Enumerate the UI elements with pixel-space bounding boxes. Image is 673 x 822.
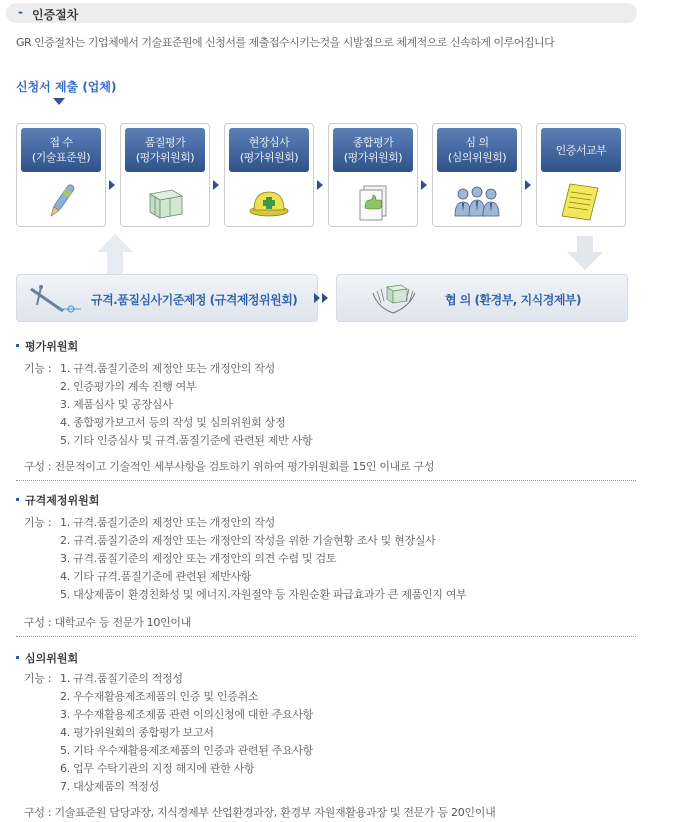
up-arrow-icon — [95, 232, 135, 274]
step-label — [541, 128, 621, 172]
flow-arrow-icon — [525, 180, 531, 190]
list-item: 5. 기타 우수재활용제조제품의 인증과 관련된 주요사항 — [60, 744, 314, 757]
list-item: 5. 대상제품이 환경친화성 및 에너지.자원절약 등 자원순환 파급효과가 큰 제품인지 여부 — [60, 588, 467, 601]
band-right-text: 협 의 (환경부, 지식경제부) — [445, 293, 581, 307]
list-item: 3. 우수재활용제조제품 관련 이의신청에 대한 주요사항 — [60, 708, 314, 721]
bullet-icon — [16, 498, 19, 501]
step-title: 접 수 — [49, 136, 73, 149]
func-label: 기능 : — [24, 672, 52, 685]
list-item: 1. 규격.품질기준의 제정안 또는 개정안의 작성 — [60, 516, 275, 529]
step-subtitle: (평가위원회) — [343, 151, 403, 164]
list-item: 2. 우수재활용제조제품의 인증 및 인증취소 — [60, 690, 259, 703]
flow-arrow-icon — [322, 293, 328, 303]
list-item: 7. 대상제품의 적정성 — [60, 780, 159, 793]
list-item: 6. 업무 수탁기관의 지정 해지에 관한 사항 — [60, 762, 255, 775]
page-title: 인증절차 — [32, 8, 79, 22]
list-item: 5. 기타 인증심사 및 규격.품질기준에 관련된 제반 사항 — [60, 434, 313, 447]
list-item: 1. 규격.품질기준의 적정성 — [60, 672, 183, 685]
section-title: 평가위원회 — [25, 340, 79, 353]
step-label — [21, 128, 101, 172]
bullet-icon — [16, 344, 19, 347]
flow-arrow-icon — [109, 180, 115, 190]
list-item: 3. 제품심사 및 공장심사 — [60, 398, 173, 411]
composition-text: 구성 : 대학교수 등 전문가 10인이내 — [24, 616, 192, 629]
ruler-tools-icon — [27, 283, 83, 313]
list-item: 4. 종합평가보고서 등의 작성 및 심의위원회 상정 — [60, 416, 286, 429]
section-heading-standards-committee — [16, 492, 99, 508]
document-icon — [350, 180, 396, 222]
step-label — [125, 128, 205, 172]
flow-arrow-icon — [421, 180, 427, 190]
page-title-bar — [6, 3, 637, 23]
people-icon — [454, 180, 500, 222]
func-label: 기능 : — [24, 362, 52, 375]
step-quality-eval — [120, 123, 210, 227]
bullet-icon — [16, 656, 19, 659]
certificate-icon — [558, 180, 604, 222]
list-item: 2. 인증평가의 계속 진행 여부 — [60, 380, 197, 393]
list-item: 2. 규격.품질기준의 제정안 또는 개정안의 작성을 위한 기술현황 조사 및 현장실사 — [60, 534, 436, 547]
step-subtitle: (평가위원회) — [239, 151, 299, 164]
section-divider — [16, 480, 636, 481]
hands-box-icon — [371, 279, 421, 319]
pen-icon — [38, 180, 84, 222]
helmet-icon — [246, 180, 292, 222]
flow-arrow-icon — [314, 293, 320, 303]
section-heading-eval-committee — [16, 338, 78, 354]
standard-setting-band — [16, 274, 318, 322]
consultation-band — [336, 274, 628, 322]
composition-text: 구성 : 전문적이고 기술적인 세부사항을 검토하기 위하여 평가위원회를 15인 이내로 구성 — [24, 460, 435, 473]
down-arrow-icon — [53, 98, 65, 105]
step-reception — [16, 123, 106, 227]
step-subtitle: (기술표준원) — [31, 151, 91, 164]
list-item: 4. 기타 규격.품질기준에 관련된 제반사항 — [60, 570, 252, 583]
section-title: 규격제정위원회 — [25, 494, 100, 507]
box-icon — [142, 180, 188, 222]
step-label — [437, 128, 517, 172]
section-title: 심의위원회 — [25, 652, 79, 665]
list-item: 1. 규격.품질기준의 제정안 또는 개정안의 작성 — [60, 362, 275, 375]
intro-text: GR 인증절차는 기업체에서 기술표준원에 신청서를 제출접수시키는것을 시발점으로 체계적으로 신속하게 이루어집니다 — [16, 36, 555, 49]
step-title: 현장심사 — [248, 136, 290, 149]
step-overall-eval — [328, 123, 418, 227]
flow-arrow-icon — [317, 180, 323, 190]
step-title: 품질평가 — [144, 136, 186, 149]
step-label — [333, 128, 413, 172]
step-subtitle: (평가위원회) — [135, 151, 195, 164]
section-divider — [16, 636, 636, 637]
step-deliberation — [432, 123, 522, 227]
band-left-text: 규격.품질심사기준제정 (규격제정위원회) — [91, 293, 298, 307]
list-item: 4. 평가위원회의 종합평가 보고서 — [60, 726, 214, 739]
step-label — [229, 128, 309, 172]
step-title: 인증서교부 — [555, 143, 607, 157]
step-site-audit — [224, 123, 314, 227]
composition-text: 구성 : 기술표준원 담당과장, 지식경제부 산업환경과장, 환경부 자원재활용과장 및 전문가 등 20인이내 — [24, 806, 496, 819]
section-heading-deliberation-committee — [16, 650, 78, 666]
func-label: 기능 : — [24, 516, 52, 529]
list-item: 3. 규격.품질기준의 제정안 또는 개정안의 의견 수렴 및 검토 — [60, 552, 337, 565]
down-arrow-icon — [565, 236, 605, 270]
step-cert-issue — [536, 123, 626, 227]
submit-label: 신청서 제출 (업체) — [16, 80, 117, 94]
flow-arrow-icon — [213, 180, 219, 190]
step-title: 종합평가 — [352, 136, 394, 149]
step-subtitle: (심의위원회) — [447, 151, 507, 164]
step-title: 심 의 — [465, 136, 489, 149]
title-dash: - — [18, 5, 23, 19]
